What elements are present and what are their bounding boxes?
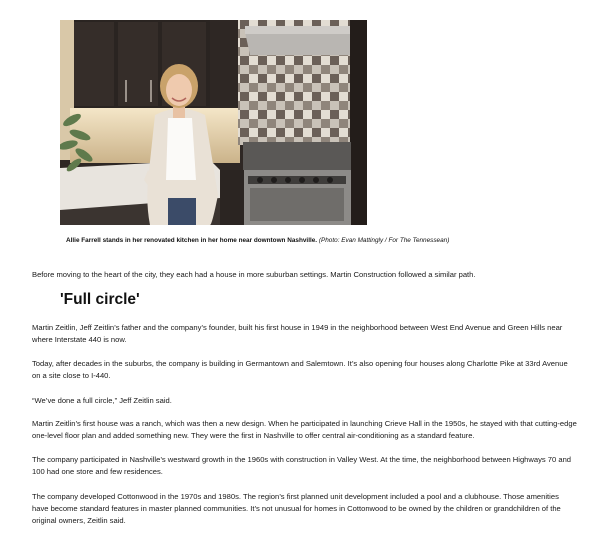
intro-paragraph: Before moving to the heart of the city, they each had a house in more suburban settings. Martin Construction followed a similar path. — [32, 270, 476, 279]
paragraph-5: The company participated in Nashville’s westward growth in the 1960s with construction in Valley West. At the time, the neighborhood between Highways 70 and 100 had one store and few residences. — [32, 455, 572, 476]
section-heading: 'Full circle' — [60, 291, 140, 308]
paragraph-3: “We’ve done a full circle,” Jeff Zeitlin said. — [32, 396, 172, 405]
paragraph-2: Today, after decades in the suburbs, the company is building in Germantown and Salemtown. It’s also opening four houses along Charlotte Pike at 33rd Avenue on a site close to I-440. — [32, 359, 568, 380]
photo-caption — [66, 236, 566, 245]
paragraph-4: Martin Zeitlin’s first house was a ranch, which was then a new design. When he participated in launching Crieve Hall in the 1950s, he stayed with that cutting-edge one-level floor plan and added something new. They were the first in Nashville to offer central air-conditioning as a standard feature. — [32, 419, 577, 440]
caption-credit: (Photo: Evan Mattingly / For The Tennessean) — [318, 237, 450, 244]
paragraph-6: The company developed Cottonwood in the 1970s and 1980s. The region’s first planned unit development included a pool and a clubhouse. Those amenities have become standard features in master planned communities. It’s not unusual for homes in Cottonwood to be owned by the children or grandchildren of the original owners, Zeitlin said. — [32, 492, 561, 525]
kitchen-illustration — [60, 20, 367, 225]
kitchen-photo — [60, 20, 367, 225]
caption-text: Allie Farrell stands in her renovated kitchen in her home near downtown Nashville. — [66, 237, 318, 244]
paragraph-1: Martin Zeitlin, Jeff Zeitlin’s father and the company’s founder, built his first house in 1949 in the neighborhood between West End Avenue and Green Hills near where Interstate 440 is now. — [32, 323, 563, 344]
